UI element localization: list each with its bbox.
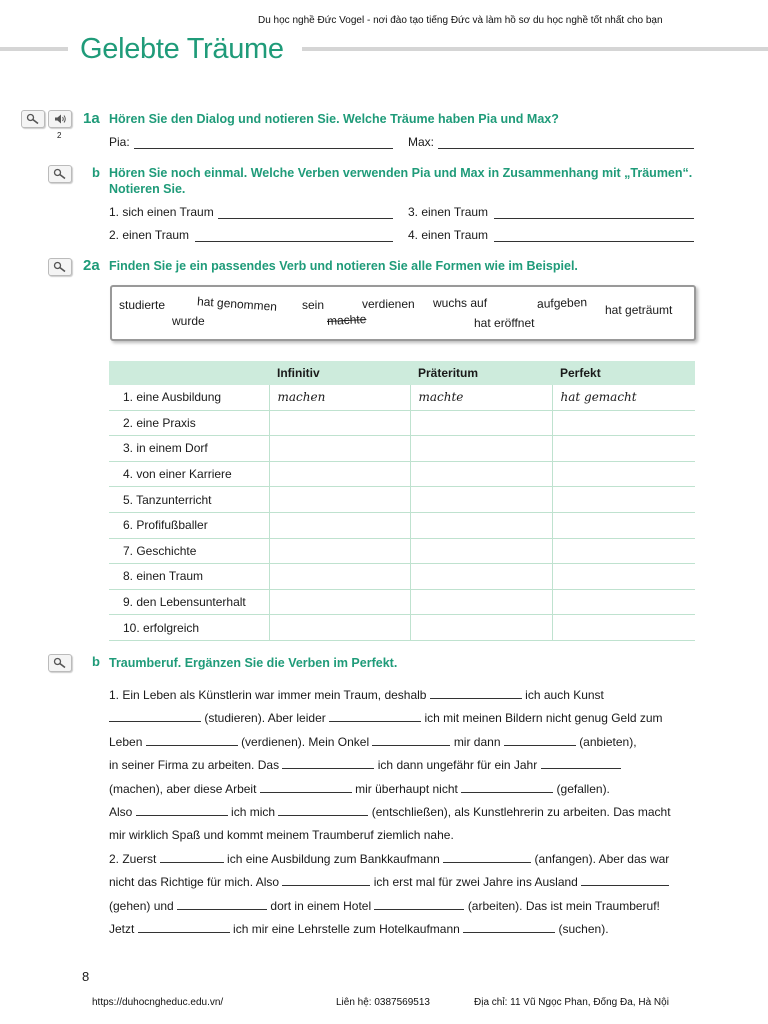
table-cell[interactable] [552, 564, 695, 590]
answer-line[interactable] [494, 218, 694, 219]
table-cell[interactable] [269, 589, 410, 615]
table-cell: 7. Geschichte [109, 538, 269, 564]
blank[interactable] [282, 758, 374, 769]
blank[interactable] [160, 852, 224, 863]
search-tool-icon[interactable] [48, 654, 72, 672]
table-cell[interactable] [552, 461, 695, 487]
table-header: Präteritum [410, 361, 552, 385]
table-cell: hat gemacht [552, 385, 695, 410]
footer-contact: Liên hệ: 0387569513 [336, 997, 430, 1008]
table-row [109, 538, 695, 564]
table-row [109, 564, 695, 590]
table-cell[interactable] [552, 410, 695, 436]
table-row [109, 461, 695, 487]
search-tool-icon[interactable] [48, 165, 72, 183]
table-cell[interactable] [410, 538, 552, 564]
text-line: 2. Zuerst ich eine Ausbildung zum Bankkaufmann (anfangen). Aber das war [109, 851, 670, 866]
exercise-number-1a: 1a [83, 110, 100, 127]
table-cell[interactable] [269, 410, 410, 436]
word-bank-item: hat geträumt [605, 303, 673, 317]
blank[interactable] [177, 899, 267, 910]
table-cell[interactable] [269, 564, 410, 590]
table-cell[interactable] [552, 589, 695, 615]
text-line: (gehen) und dort in einem Hotel (arbeiten). Das ist mein Traumberuf! [109, 898, 660, 913]
max-answer-line[interactable] [438, 148, 694, 149]
table-cell: 2. eine Praxis [109, 410, 269, 436]
header-rule-right [302, 47, 768, 51]
word-bank-item: wuchs auf [433, 296, 488, 310]
table-cell[interactable] [552, 512, 695, 538]
search-tool-icon[interactable] [21, 110, 45, 128]
text-line: Leben (verdienen). Mein Onkel mir dann (anbieten), [109, 734, 637, 749]
blank[interactable] [504, 735, 576, 746]
blank[interactable] [146, 735, 238, 746]
verb-forms-table [109, 361, 695, 641]
exercise-1a-instruction: Hören Sie den Dialog und notieren Sie. Welche Träume haben Pia und Max? [109, 112, 559, 126]
table-cell[interactable] [552, 615, 695, 641]
word-bank-item: sein [302, 298, 325, 312]
table-cell: 8. einen Traum [109, 564, 269, 590]
table-cell: 6. Profifußballer [109, 512, 269, 538]
page-title: Gelebte Träume [80, 33, 284, 65]
pia-answer-line[interactable] [134, 148, 393, 149]
word-bank-item: wurde [172, 314, 205, 328]
table-header [109, 361, 269, 385]
text-line: Jetzt ich mir eine Lehrstelle zum Hotelkaufmann (suchen). [109, 922, 609, 937]
blank[interactable] [282, 875, 370, 886]
word-bank-item: verdienen [362, 297, 415, 311]
table-cell[interactable] [410, 436, 552, 462]
word-bank-item: hat eröffnet [474, 316, 535, 330]
text-line: nicht das Richtige für mich. Also ich erst mal für zwei Jahre ins Ausland [109, 871, 699, 894]
blank[interactable] [463, 922, 555, 933]
search-tool-icon[interactable] [48, 258, 72, 276]
footer-website[interactable]: https://duhocngheduc.edu.vn/ [92, 997, 224, 1008]
table-cell[interactable] [410, 615, 552, 641]
table-row [109, 589, 695, 615]
table-row [109, 487, 695, 513]
table-cell: machte [410, 385, 552, 410]
table-cell[interactable] [552, 487, 695, 513]
word-bank-item: aufgeben [536, 295, 588, 311]
blank[interactable] [541, 758, 621, 769]
table-header-row [109, 361, 695, 385]
answer-line[interactable] [494, 241, 694, 242]
exercise-2b-instruction: Traumberuf. Ergänzen Sie die Verben im Perfekt. [109, 656, 398, 670]
table-cell[interactable] [269, 512, 410, 538]
blank[interactable] [136, 805, 228, 816]
table-row [109, 410, 695, 436]
table-row [109, 436, 695, 462]
blank[interactable] [329, 711, 421, 722]
text-line: (machen), aber diese Arbeit mir überhaupt nicht (gefallen). [109, 781, 610, 796]
text-line: (studieren). Aber leider ich mit meinen Bildern nicht genug Geld zum [109, 707, 699, 730]
blank[interactable] [260, 782, 352, 793]
table-cell[interactable] [269, 538, 410, 564]
table-row [109, 512, 695, 538]
table-cell[interactable] [410, 589, 552, 615]
blank[interactable] [461, 782, 553, 793]
word-bank-item-used: machte [326, 311, 367, 329]
pia-label: Pia: [109, 135, 130, 149]
exercise-1b-instruction-line2: Notieren Sie. [109, 182, 186, 196]
table-cell[interactable] [269, 615, 410, 641]
list-item: 1. sich einen Traum [109, 205, 214, 219]
word-bank-item: studierte [119, 298, 166, 312]
table-cell: 10. erfolgreich [109, 615, 269, 641]
table-cell[interactable] [410, 461, 552, 487]
list-item: 4. einen Traum [408, 228, 489, 242]
table-header: Perfekt [552, 361, 695, 385]
table-cell: machen [269, 385, 410, 410]
word-bank-item: hat genommen [196, 294, 278, 314]
list-item: 3. einen Traum [408, 205, 489, 219]
text-line: in seiner Firma zu arbeiten. Das ich dann ungefähr für ein Jahr [109, 754, 699, 777]
max-label: Max: [408, 135, 435, 149]
table-cell[interactable] [552, 538, 695, 564]
blank[interactable] [109, 711, 201, 722]
exercise-letter-1b: b [92, 165, 100, 180]
table-cell: 9. den Lebensunterhalt [109, 589, 269, 615]
exercise-1b-instruction-line1: Hören Sie noch einmal. Welche Verben verwenden Pia und Max in Zusammenhang mit „Träumen“. [109, 166, 693, 180]
header-rule-left [0, 47, 68, 51]
exercise-number-2a: 2a [83, 257, 100, 274]
blank[interactable] [430, 688, 522, 699]
word-bank [110, 285, 696, 341]
blank[interactable] [372, 735, 450, 746]
table-cell[interactable] [410, 512, 552, 538]
table-row [109, 385, 695, 410]
table-cell[interactable] [269, 461, 410, 487]
answer-line[interactable] [195, 241, 393, 242]
table-cell: 3. in einem Dorf [109, 436, 269, 462]
blank[interactable] [581, 875, 669, 886]
table-row [109, 615, 695, 641]
top-note: Du học nghề Đức Vogel - nơi đào tạo tiếng Đức và làm hồ sơ du học nghề tốt nhất cho bạn [258, 15, 663, 26]
page-number: 8 [82, 969, 90, 984]
table-cell[interactable] [410, 410, 552, 436]
table-cell: 1. eine Ausbildung [109, 385, 269, 410]
exercise-2a-instruction: Finden Sie je ein passendes Verb und notieren Sie alle Formen wie im Beispiel. [109, 259, 578, 273]
table-cell[interactable] [269, 436, 410, 462]
list-item: 2. einen Traum [109, 228, 190, 242]
footer-address: Địa chỉ: 11 Vũ Ngọc Phan, Đống Đa, Hà Nội [474, 997, 669, 1008]
text-line: mir wirklich Spaß und kommt meinem Traumberuf ziemlich nahe. [109, 828, 454, 843]
blank[interactable] [374, 899, 464, 910]
blank[interactable] [443, 852, 531, 863]
blank[interactable] [278, 805, 368, 816]
cloze-text [109, 684, 699, 941]
blank[interactable] [138, 922, 230, 933]
table-cell: 4. von einer Karriere [109, 461, 269, 487]
table-cell[interactable] [410, 487, 552, 513]
table-cell: 5. Tanzunterricht [109, 487, 269, 513]
audio-speaker-icon[interactable] [48, 110, 72, 128]
answer-line[interactable] [218, 218, 393, 219]
table-header: Infinitiv [269, 361, 410, 385]
audio-track-number: 2 [57, 131, 62, 140]
table-cell[interactable] [410, 564, 552, 590]
table-cell[interactable] [269, 487, 410, 513]
table-cell[interactable] [552, 436, 695, 462]
text-line: Also ich mich (entschließen), als Kunstlehrerin zu arbeiten. Das macht [109, 805, 671, 820]
text-line: 1. Ein Leben als Künstlerin war immer mein Traum, deshalb ich auch Kunst [109, 688, 604, 702]
exercise-letter-2b: b [92, 654, 100, 669]
